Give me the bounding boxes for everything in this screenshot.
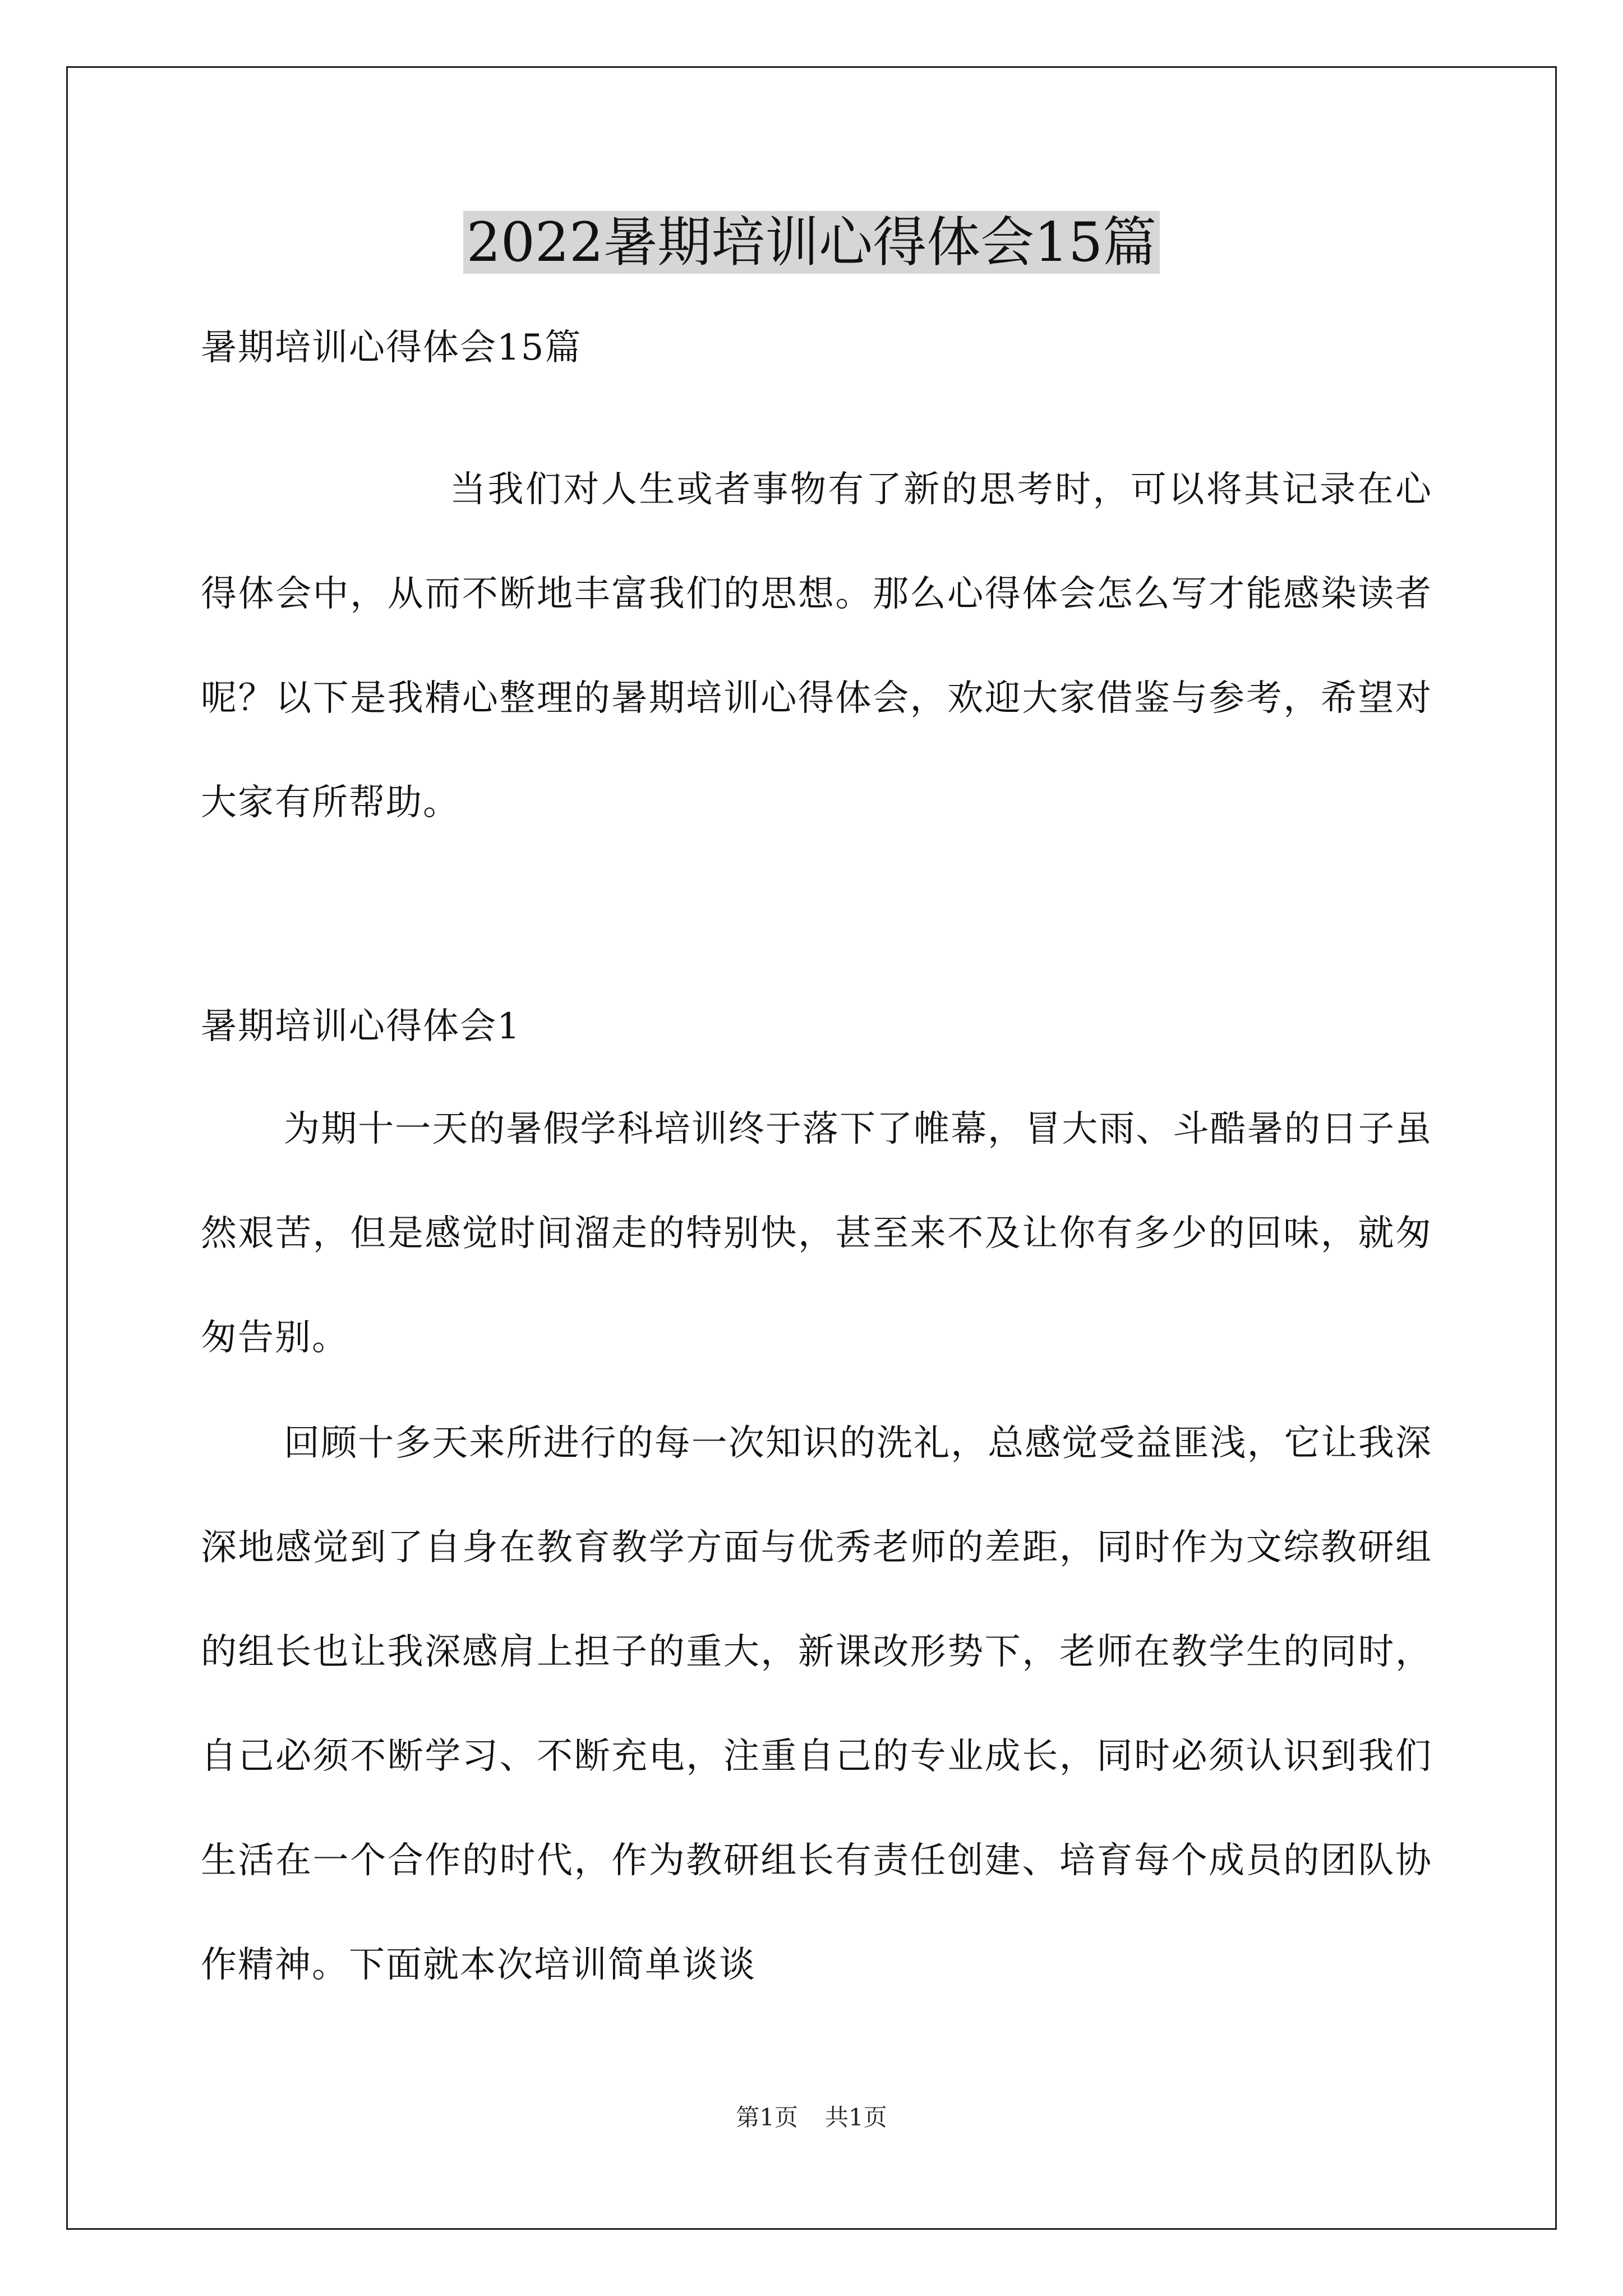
page-footer [0, 2101, 1623, 2134]
document-title-text: 2022暑期培训心得体会15篇 [463, 211, 1160, 274]
intro-paragraph: 当我们对人生或者事物有了新的思考时，可以将其记录在心得体会中，从而不断地丰富我们的思想。那么心得体会怎么写才能感染读者呢？以下是我精心整理的暑期培训心得体会，欢迎大家借鉴与参考，希望对大家有所帮助。 [201, 469, 1432, 823]
document-title [0, 203, 1623, 282]
page-number: 第1页 [736, 2104, 798, 2131]
document-subtitle: 暑期培训心得体会15篇 [201, 327, 582, 369]
body-paragraph-2: 回顾十多天来所进行的每一次知识的洗礼，总感觉受益匪浅，它让我深深地感觉到了自身在教育教学方面与优秀老师的差距，同时作为文综教研组的组长也让我深感肩上担子的重大，新课改形势下，老师在教学生的同时，自己必须不断学习、不断充电，注重自己的专业成长，同时必须认识到我们生活在一个合作的时代，作为教研组长有责任创建、培育每个成员的团队协作精神。下面就本次培训简单谈谈 [201, 1423, 1432, 1986]
page-total: 共1页 [825, 2104, 887, 2131]
body-paragraph-1: 为期十一天的暑假学科培训终于落下了帷幕，冒大雨、斗酷暑的日子虽然艰苦，但是感觉时间溜走的特别快，甚至来不及让你有多少的回味，就匆匆告别。 [201, 1108, 1432, 1359]
section-heading: 暑期培训心得体会1 [201, 1006, 521, 1047]
